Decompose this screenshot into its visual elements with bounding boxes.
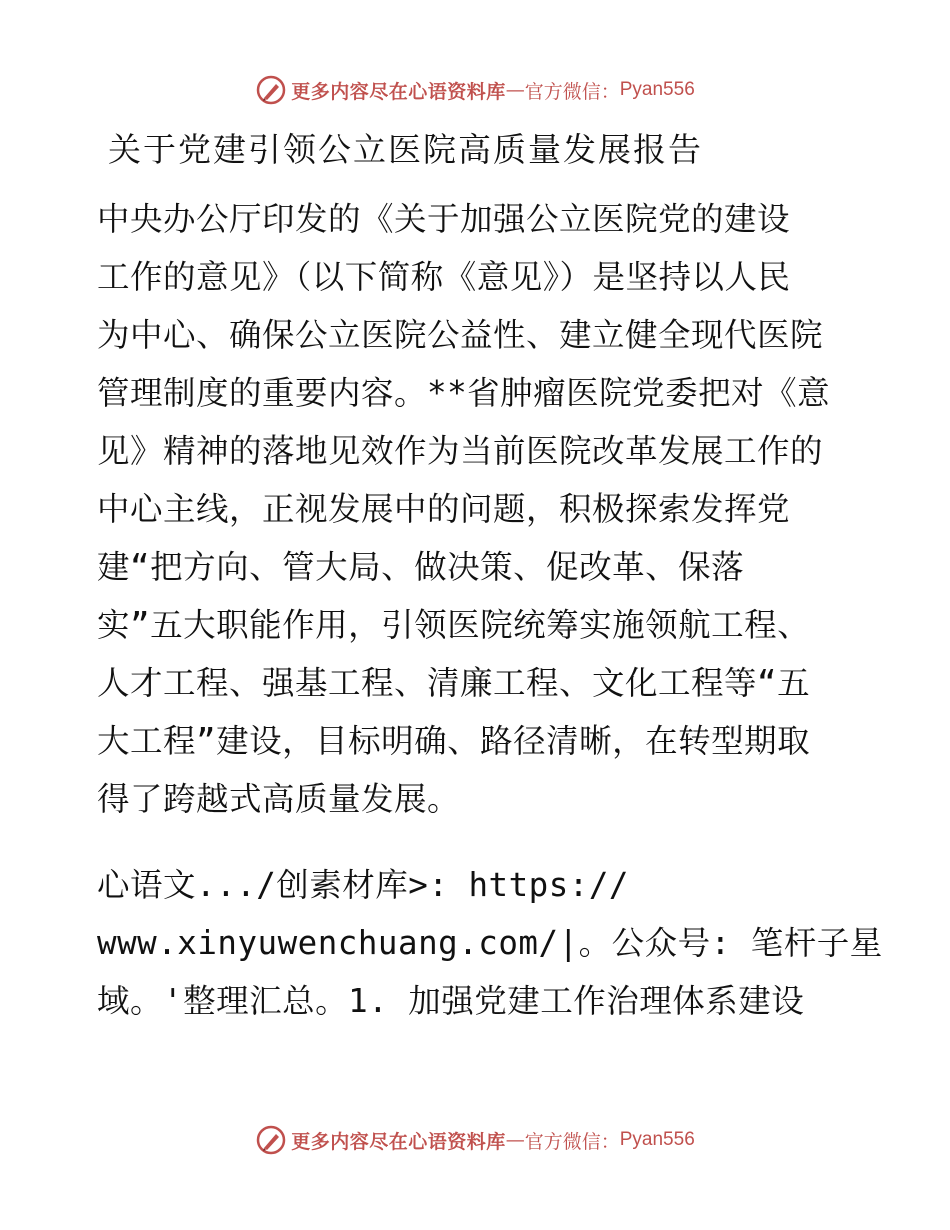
text-line: 为中心、确保公立医院公益性、建立健全现代医院 (97, 316, 824, 354)
footer-watermark-banner (0, 1120, 950, 1160)
banner-wechat-label: 官方微信： (524, 80, 620, 103)
paragraph-1 (97, 190, 857, 828)
banner-wechat-id: Pyan556 (619, 1129, 695, 1150)
banner-main-text: 更多内容尽在心语资料库 (291, 80, 506, 103)
banner-dash: — (505, 79, 525, 101)
document-body (97, 190, 883, 1030)
banner-dash: — (505, 1129, 525, 1151)
text-line: 得了跨越式高质量发展。 (97, 780, 461, 818)
text-line: 管理制度的重要内容。**省肿瘤医院党委把对《意 (97, 374, 831, 412)
text-line: 工作的意见》（以下简称《意见》）是坚持以人民 (97, 258, 791, 296)
pen-logo-icon (255, 74, 287, 106)
text-line: www.xinyuwenchuang.com/|。公众号: 笔杆子星 (97, 924, 883, 962)
text-line: 心语文.../创素材库>: https:// (97, 866, 629, 904)
paragraph-2 (97, 856, 883, 1030)
text-line: 人才工程、强基工程、清廉工程、文化工程等“五 (97, 664, 811, 702)
header-watermark-banner (0, 70, 950, 110)
text-line: 实”五大职能作用，引领医院统筹实施领航工程、 (97, 606, 811, 644)
banner-main-text: 更多内容尽在心语资料库 (291, 1130, 506, 1153)
banner-wechat-label: 官方微信： (524, 1130, 620, 1153)
banner-wechat-id: Pyan556 (619, 79, 695, 100)
pen-logo-icon (255, 1124, 287, 1156)
text-line: 域。'整理汇总。1. 加强党建工作治理体系建设 (97, 982, 805, 1020)
text-line: 建“把方向、管大局、做决策、促改革、保落 (97, 548, 745, 586)
text-line: 见》精神的落地见效作为当前医院改革发展工作的 (97, 432, 824, 470)
text-line: 中心主线，正视发展中的问题，积极探索发挥党 (97, 490, 791, 528)
document-title: 关于党建引领公立医院高质量发展报告 (108, 130, 703, 169)
text-line: 大工程”建设，目标明确、路径清晰，在转型期取 (97, 722, 811, 760)
paragraph-gap (97, 828, 857, 856)
text-line: 中央办公厅印发的《关于加强公立医院党的建设 (97, 200, 791, 238)
